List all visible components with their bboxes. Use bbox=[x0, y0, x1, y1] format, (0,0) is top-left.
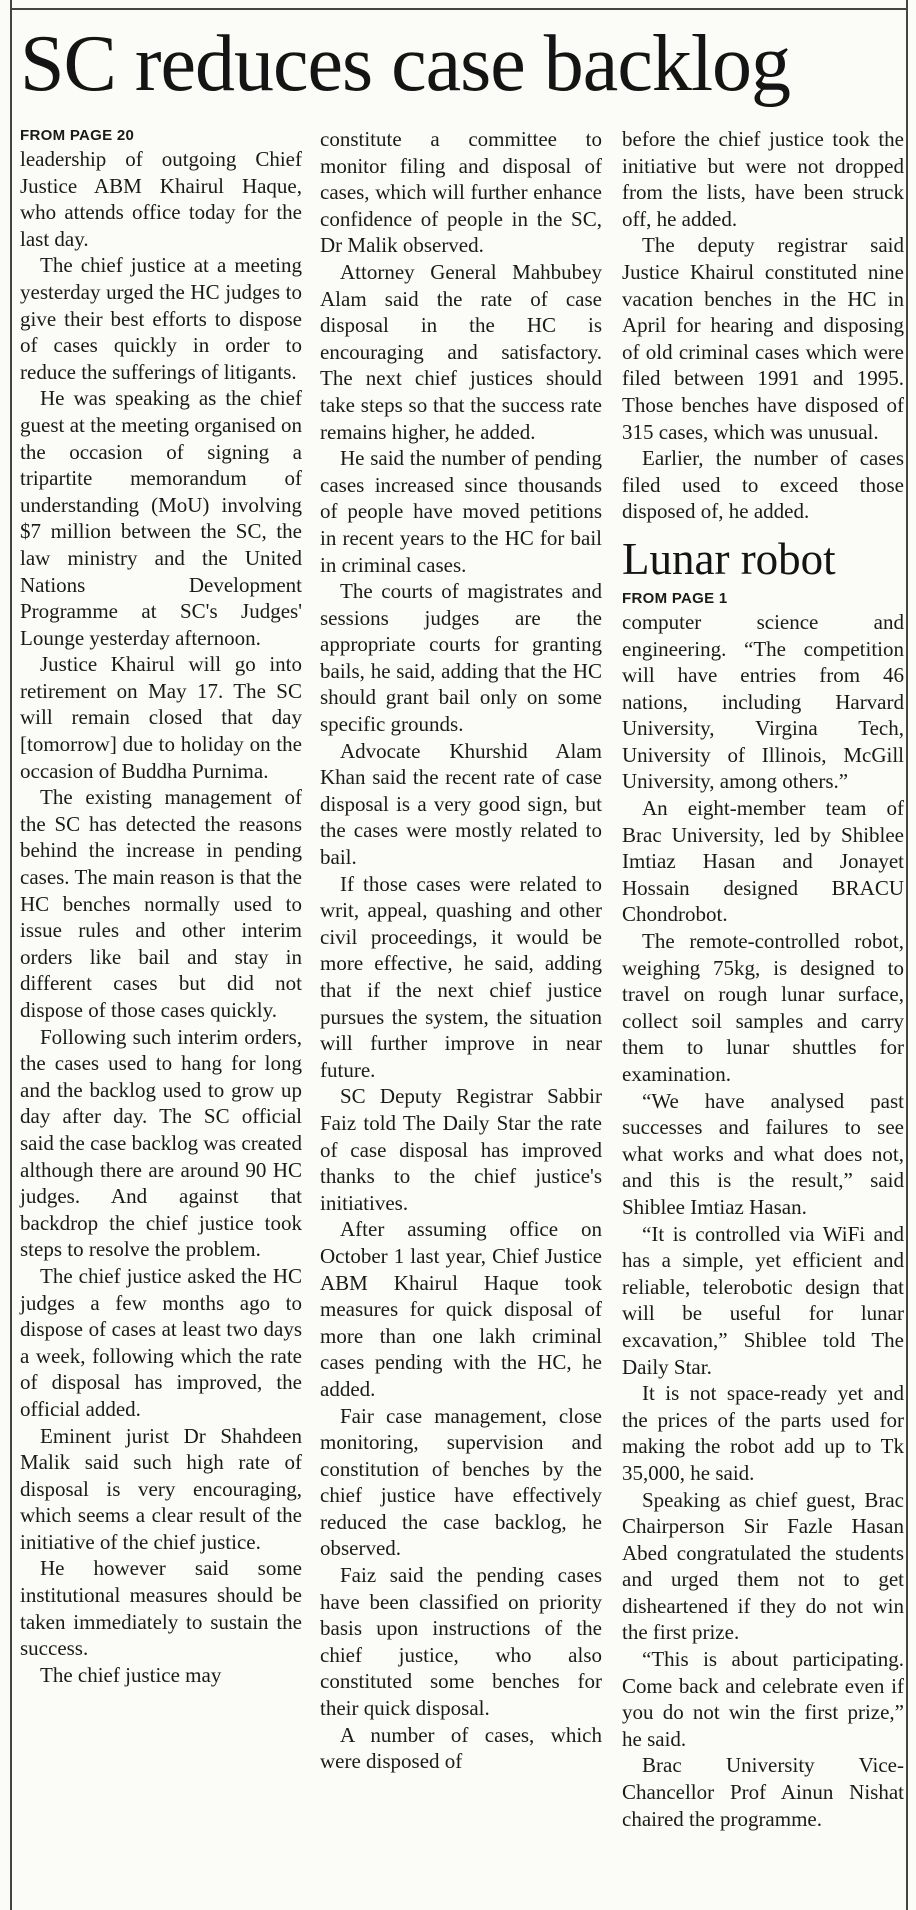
paragraph: constitute a committee to monitor filing and disposal of cases, which will further enhance confidence of people in the SC, Dr Malik observed. bbox=[320, 127, 602, 258]
paragraph: He however said some institutional measures should be taken immediately to sustain the success. bbox=[20, 1556, 302, 1661]
paragraph: After assuming office on October 1 last year, Chief Justice ABM Khairul Haque took measures for quick disposal of more than one lakh criminal cases pending with the HC, he added. bbox=[320, 1217, 602, 1401]
paragraph: Faiz said the pending cases have been classified on priority basis upon instructions of the chief justice, who also constituted some benches for their quick disposal. bbox=[320, 1563, 602, 1721]
column-1 bbox=[20, 126, 302, 1688]
paragraph: The remote-controlled robot, weighing 75kg, is designed to travel on rough lunar surface, collect soil samples and carry them to lunar shuttles for examination. bbox=[622, 929, 904, 1086]
headline: SC reduces case backlog bbox=[20, 20, 791, 108]
jump-line-from-page-20: FROM PAGE 20 bbox=[20, 127, 135, 144]
paragraph: Attorney General Mahbubey Alam said the rate of case disposal in the HC is encouraging and satisfactory. The next chief justices should take steps so that the success rate remains higher, he added. bbox=[320, 259, 602, 444]
paragraph: He was speaking as the chief guest at the meeting organised on the occasion of signing a tripartite memorandum of understanding (MoU) involving $7 million between the SC, the law ministry and the United Nations Development Programme at SC's Judges' Lounge yesterday afternoon. bbox=[20, 386, 302, 650]
paragraph: Earlier, the number of cases filed used to exceed those disposed of, he added. bbox=[622, 446, 904, 524]
paragraph: He said the number of pending cases increased since thousands of people have moved petitions in recent years to the HC for bail in criminal cases. bbox=[320, 446, 602, 577]
paragraph: A number of cases, which were disposed of bbox=[320, 1722, 602, 1774]
paragraph: Advocate Khurshid Alam Khan said the recent rate of case disposal is a very good sign, but the cases were mostly related to bail. bbox=[320, 738, 602, 870]
paragraph: The existing management of the SC has detected the reasons behind the increase in pending cases. The main reason is that the HC benches normally used to issue rules and other interim orders like bail and stay in different cases but did not dispose of those cases quickly. bbox=[20, 785, 302, 1022]
paragraph: If those cases were related to writ, appeal, quashing and other civil proceedings, it would be more effective, he said, adding that if the next chief justice pursues the system, the situation will further improve in near future. bbox=[320, 871, 602, 1082]
paragraph: The chief justice may bbox=[40, 1662, 222, 1687]
paragraph: Speaking as chief guest, Brac Chairperson Sir Fazle Hasan Abed congratulated the students and urged them not to get disheartened if they do not win the first prize. bbox=[622, 1487, 904, 1645]
paragraph: SC Deputy Registrar Sabbir Faiz told The Daily Star the rate of case disposal has improved thanks to the chief justice's initiatives. bbox=[320, 1084, 602, 1215]
paragraph: computer science and engineering. “The competition will have entries from 46 nations, including Harvard University, Virgina Tech, University of Illinois, McGill University, among others.” bbox=[622, 609, 904, 794]
paragraph: The chief justice asked the HC judges a few months ago to dispose of cases at least two days a week, following which the rate of disposal has improved, the official added. bbox=[20, 1263, 302, 1421]
paragraph: Following such interim orders, the cases used to hang for long and the backlog used to grow up day after day. The SC official said the case backlog was created although there are around 90 HC judges. And against that backdrop the chief justice took steps to resolve the problem. bbox=[20, 1024, 302, 1262]
paragraph: The chief justice at a meeting yesterday urged the HC judges to give their best efforts to dispose of cases quickly in order to reduce the sufferings of litigants. bbox=[20, 253, 302, 384]
paragraph: “It is controlled via WiFi and has a simple, yet efficient and reliable, telerobotic design that will be useful for lunar excavation,” Shiblee told The Daily Star. bbox=[622, 1221, 904, 1379]
column-2 bbox=[320, 126, 602, 1775]
paragraph: Justice Khairul will go into retirement on May 17. The SC will remain closed that day [tomorrow] due to holiday on the occasion of Buddha Purnima. bbox=[20, 652, 302, 783]
section-heading-lunar-robot: Lunar robot bbox=[622, 533, 836, 584]
paragraph: “This is about participating. Come back and celebrate even if you do not win the first prize,” he said. bbox=[622, 1647, 904, 1751]
paragraph: An eight-member team of Brac University, led by Shiblee Imtiaz Hasan and Jonayet Hossain designed BRACU Chondrobot. bbox=[622, 796, 904, 927]
paragraph: The courts of magistrates and sessions judges are the appropriate courts for granting bails, he said, adding that the HC should grant bail only on some specific grounds. bbox=[320, 579, 602, 737]
paragraph: Eminent jurist Dr Shahdeen Malik said such high rate of disposal is very encouraging, which seems a clear result of the initiative of the chief justice. bbox=[20, 1423, 302, 1554]
paragraph: Fair case management, close monitoring, supervision and constitution of benches by the chief justice have effectively reduced the case backlog, he observed. bbox=[320, 1403, 602, 1561]
column-3 bbox=[622, 126, 904, 1832]
paragraph: leadership of outgoing Chief Justice ABM Khairul Haque, who attends office today for the last day. bbox=[20, 147, 302, 251]
paragraph: “We have analysed past successes and failures to see what works and what does not, and this is the result,” said Shiblee Imtiaz Hasan. bbox=[622, 1088, 904, 1219]
paragraph: The deputy registrar said Justice Khairul constituted nine vacation benches in the HC in April for hearing and disposing of old criminal cases which were filed between 1991 and 1995. Those benches have disposed of 315 cases, which was unusual. bbox=[622, 233, 904, 444]
paragraph: Brac University Vice-Chancellor Prof Ainun Nishat chaired the programme. bbox=[622, 1753, 904, 1831]
paragraph: before the chief justice took the initiative but were not dropped from the lists, have been struck off, he added. bbox=[622, 127, 904, 231]
paragraph: It is not space-ready yet and the prices of the parts used for making the robot add up to Tk 35,000, he said. bbox=[622, 1381, 904, 1485]
jump-line-from-page-1: FROM PAGE 1 bbox=[622, 589, 728, 607]
